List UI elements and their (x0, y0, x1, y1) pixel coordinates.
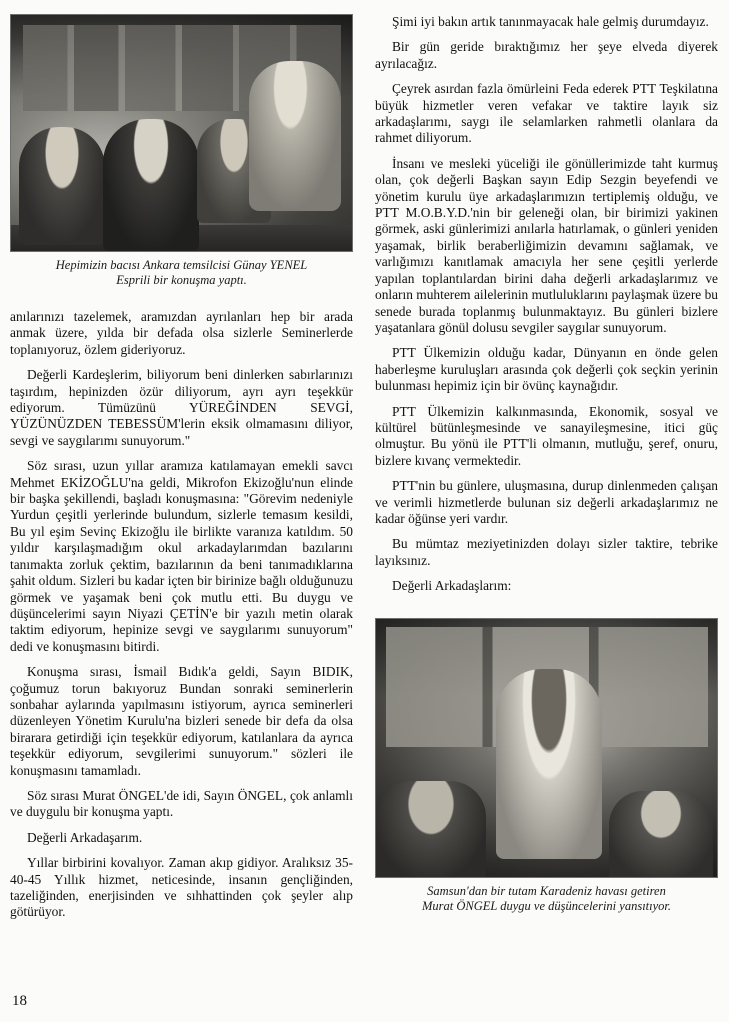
paragraph: Söz sırası, uzun yıllar aramıza katılamayan emekli savcı Mehmet EKİZOĞLU'na geldi, Mikrofon Ekizoğlu'nun elinde bir başka şekillendi, başladı konuşmasına: "Görevim nedeniyle Yurdun çeşitli yerlerinde bulundum, sizlerle temasım kesildi, Bu yıl eşim Sevinç Ekizoğlu ile birlikte varanıza katıldım. 50 yıldır karşılaşmadığım okul arkadaylarımdan bazılarını tanımakta zorluk çektim, bazılarının da beni tanımadıklarına şahit oldum. Sizleri bu kadar içten bir birinize bağlı olduğunuzu görmek ve yaşamak beni çok mutlu etti. Bu duygu ve düşüncelerimi sayın Niyazi ÇETİN'e bir yazılı metin olarak taktim ediyorum, hepinize sevgi ve saygılarımı sunuyorum" dedi ve konuşmasını bitirdi. (10, 458, 353, 654)
photo-person-speaker (249, 61, 341, 211)
photo-caption-bottom-line2: Murat ÖNGEL duygu ve düşüncelerini yansıtıyor. (421, 898, 672, 913)
paragraph: Şimi iyi bakın artık tanınmayacak hale gelmiş durumdayız. (392, 14, 709, 29)
paragraph: Değerli Arkadaşlarım: (392, 578, 512, 594)
right-column (375, 14, 718, 984)
photo-person-1 (19, 127, 105, 245)
photo-caption-top (16, 258, 347, 288)
meeting-photo-top (10, 14, 353, 252)
paragraph: Değerli Arkadaşarım. (27, 829, 143, 845)
photo-speaker (496, 669, 602, 859)
paragraph: PTT'nin bu günlere, uluşmasına, durup dinlenmeden çalışan ve verimli hizmetlerde bulunan siz değerli arkadaşlarımız ne kadar öğünse yeri vardır. (375, 478, 718, 526)
paragraph: İnsanı ve mesleki yüceliği ile gönüllerimizde taht kurmuş olan, çok değerli Başkan sayın Edip Sezgin beyefendi ve yönetim kurulu üye arkadaşlarımızın tertiplemiş olduğu, ve PTT M.O.B.Y.D.'nin bir geleneği olan, bir birimizi yakinen görmek, aski günlerimizi anılarla hatırlamak, o günleri yeniden yaşamak, birlik beraberliğimizin devamını sağlamak, ve varlığımızı kanıtlamak amacıyla her sene çeşitli yerlerde yapılan toplantılardan birini daha değerli arkadaşlarımız ve onların muhterem ailelerinin mutluluklarını paylaşmak üzere bu senede burada toplanmış bulunmaktayız. Bu günleri bizlere yaşatanlara gönül dolusu sevgiler saygılar sunuyorum. (375, 155, 718, 335)
paragraph: Bir gün geride bıraktığımız her şeye elveda diyerek ayrılacağız. (375, 39, 718, 71)
page-number: 18 (12, 993, 27, 1009)
paragraph: Bu mümtaz meziyetinizden dolayı sizler taktire, tebrike layıksınız. (375, 536, 718, 568)
photo-person-2 (103, 119, 199, 251)
photo-caption-top-line2: Esprili bir konuşma yaptı. (116, 273, 247, 287)
meeting-photo-bottom (375, 618, 718, 878)
photo-audience-left (376, 781, 486, 877)
photo-caption-bottom (381, 884, 712, 914)
paragraph: Çeyrek asırdan fazla ömürleini Feda ederek PTT Teşkilatına büyük hizmetler veren vefakar ve taktire layık siz arkadaşlarımı, saygı ile selamlarken rahmetli olanlara da rahmet diliyorum. (375, 81, 718, 146)
paragraph: PTT Ülkemizin olduğu kadar, Dünyanın en önde gelen haberleşme kuruluşları arasında çok değerli çok seçkin yerinin bulunması hepimiz için bir övünç kaynağıdır. (375, 345, 718, 394)
paragraph: Konuşma sırası, İsmail Bıdık'a geldi, Sayın BIDIK, çoğumuz torun bakıyoruz Bundan sonraki seminerlerin sonbahar aylarında yapılmasını istiyorum, ayrıca seminerleri düzenleyen Yönetim Kurulu'na bizleri senede bir defa da olsa birarara getirdiği için teşekkür ediyorum, katılanlara da ayrıca teşekkür ediyorum, sevgilerimi sunuyorum." sözleri ile konuşmasını tamamladı. (10, 664, 353, 778)
photo-audience-right (609, 791, 713, 877)
paragraph: anılarınızı tazelemek, aramızdan ayrılanları hep bir arada anmak üzere, yılda bir defada olsa sizlerle Seminerlerde toplanıyoruz, özlem gideriyoruz. (10, 309, 353, 357)
paragraph: PTT Ülkemizin kalkınmasında, Ekonomik, sosyal ve kültürel bütünleşmesinde ve sanayileşmesine, itici güç olmuştur. Bu yönü ile PTT'li olmanın, mutluğu, şeref, onuru, bizlere kıvanç vermektedir. (375, 403, 718, 468)
photo-caption-bottom-line1: Samsun'dan bir tutam Karadeniz havası getiren (427, 883, 666, 898)
left-column (10, 14, 353, 984)
two-column-layout (10, 14, 719, 984)
photo-caption-top-line1: Hepimizin bacısı Ankara temsilcisi Günay YENEL (55, 258, 308, 272)
paragraph: Değerli Kardeşlerim, biliyorum beni dinlerken sabırlarınızı taşırdım, hepinizden özür diliyorum, ayrı ayrı teşekkür ediyorum. Tümüzünü YÜREĞİNDEN SEVGİ, YÜZÜNÜZDEN TEBESSÜM'lerin eksik olmamasını diliyor, sevgi ve saygılarımı sunuyorum." (10, 367, 353, 448)
paragraph: Söz sırası Murat ÖNGEL'de idi, Sayın ÖNGEL, çok anlamlı ve duygulu bir konuşma yaptı. (10, 787, 353, 820)
paragraph: Yıllar birbirini kovalıyor. Zaman akıp gidiyor. Aralıksız 35-40-45 Yıllık hizmet, neticesinde, insanın gençliğinden, tazeliğinden, enerjisinden ve sıhhattinden çok şeyler alıp götürüyor. (10, 855, 353, 920)
